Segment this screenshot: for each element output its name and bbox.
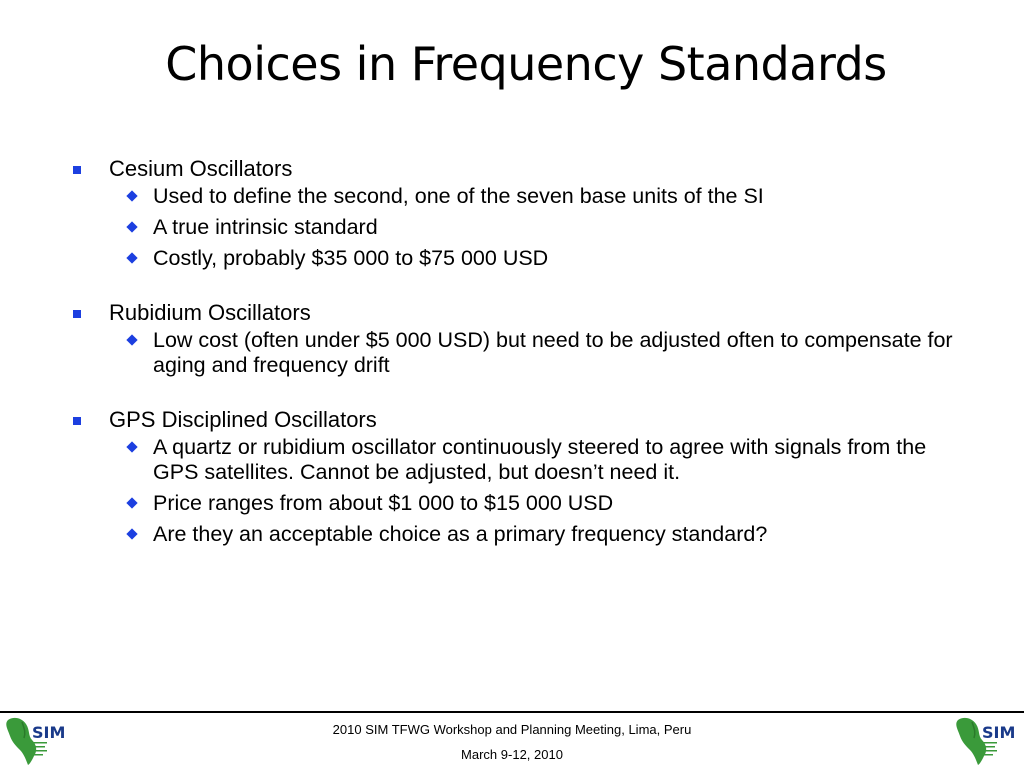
bullet-level2 xyxy=(153,491,970,516)
bullet-level1 xyxy=(70,298,970,328)
footer-event: 2010 SIM TFWG Workshop and Planning Meeting, Lima, Peru xyxy=(332,722,692,737)
section-rubidium xyxy=(70,298,970,378)
bullet-level2 xyxy=(153,328,970,378)
sim-logo-icon xyxy=(952,712,1020,766)
bullet-text: Price ranges from about $1 000 to $15 000 USD xyxy=(153,491,614,515)
square-bullet-icon xyxy=(73,417,81,425)
slide-title: Choices in Frequency Standards xyxy=(165,37,887,91)
bullet-text: Are they an acceptable choice as a primary frequency standard? xyxy=(153,522,768,546)
logo-text: SIM xyxy=(982,723,1016,742)
footer-divider xyxy=(0,711,1024,713)
section-heading: Cesium Oscillators xyxy=(109,156,293,181)
sim-logo-icon xyxy=(2,712,70,766)
section-cesium xyxy=(70,154,970,271)
diamond-bullet-icon xyxy=(126,190,137,201)
square-bullet-icon xyxy=(73,166,81,174)
bullet-text: Costly, probably $35 000 to $75 000 USD xyxy=(153,246,549,270)
section-heading: GPS Disciplined Oscillators xyxy=(109,407,377,432)
diamond-bullet-icon xyxy=(126,528,137,539)
bullet-level1 xyxy=(70,154,970,184)
diamond-bullet-icon xyxy=(126,497,137,508)
diamond-bullet-icon xyxy=(126,252,137,263)
footer-date: March 9-12, 2010 xyxy=(461,747,563,762)
bullet-text: A quartz or rubidium oscillator continuously steered to agree with signals from the GPS satellites. Cannot be adjusted, but doesn’t need it. xyxy=(153,435,927,484)
bullet-text: Used to define the second, one of the seven base units of the SI xyxy=(153,184,764,208)
bullet-text: A true intrinsic standard xyxy=(153,215,378,239)
diamond-bullet-icon xyxy=(126,334,137,345)
logo-text: SIM xyxy=(32,723,66,742)
bullet-level2 xyxy=(153,184,970,209)
bullet-level2 xyxy=(153,435,970,485)
bullet-level2 xyxy=(153,522,970,547)
diamond-bullet-icon xyxy=(126,221,137,232)
section-heading: Rubidium Oscillators xyxy=(109,300,311,325)
slide-body xyxy=(70,154,970,574)
bullet-level2 xyxy=(153,246,970,271)
bullet-level1 xyxy=(70,405,970,435)
bullet-text: Low cost (often under $5 000 USD) but need to be adjusted often to compensate for aging and frequency drift xyxy=(153,328,953,377)
section-gps xyxy=(70,405,970,547)
bullet-level2 xyxy=(153,215,970,240)
diamond-bullet-icon xyxy=(126,441,137,452)
square-bullet-icon xyxy=(73,310,81,318)
